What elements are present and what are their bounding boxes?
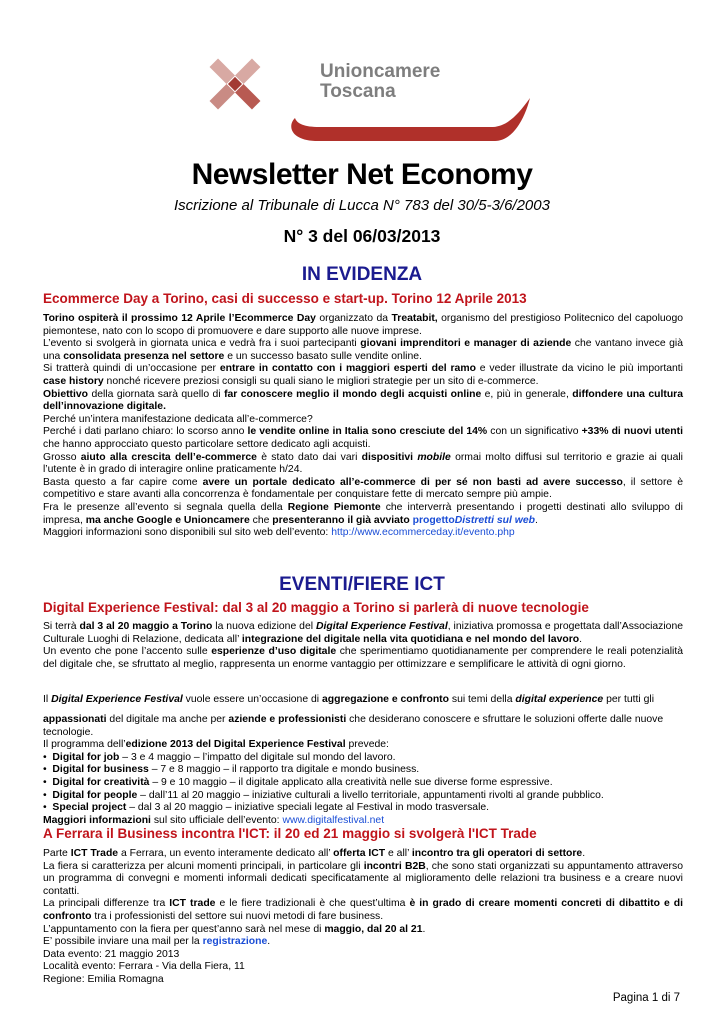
registrazione-link[interactable]: registrazione: [202, 936, 268, 948]
list-item: • Digital for business – 7 e 8 maggio – il rapporto tra digitale e mondo business.: [43, 764, 420, 776]
paragraph: La fiera si caratterizza per alcuni momenti principali, in particolare gli incontri B2B, che sono stati organizzati su appuntamento attraverso un programma di convegni e momenti informali dedicati specificatamente al miglioramento delle relazioni tra business e a creare nuovi contatti.: [43, 860, 683, 897]
article-title-ecommerce-day: Ecommerce Day a Torino, casi di successo e start-up. Torino 12 Aprile 2013: [43, 291, 527, 306]
article-body-digital-festival-intro: [43, 621, 683, 671]
list-item: • Digital for job – 3 e 4 maggio – l’impatto del digitale sul mondo del lavoro.: [43, 751, 396, 763]
paragraph: Maggiori informazioni sono disponibili sul sito web dell’evento: http://www.ecommerceday.it/evento.php: [43, 527, 515, 539]
paragraph: Località evento: Ferrara - Via della Fiera, 11: [43, 961, 245, 973]
digitalfestival-link[interactable]: www.digitalfestival.net: [282, 814, 385, 826]
distretti-link[interactable]: progettoDistretti sul web: [412, 514, 535, 526]
article-title-digital-festival: Digital Experience Festival: dal 3 al 20 maggio a Torino si parlerà di nuove tecnologie: [43, 600, 589, 615]
list-item: • Digital for people – dall’11 al 20 maggio – iniziative culturali a livello territoriale, appuntamenti rivolti al grande pubblico.: [43, 789, 604, 801]
paragraph: Si tratterà quindi di un’occasione per entrare in contatto con i maggiori esperti del ramo e veder illustrate da vicino le più importanti case history nonché ricevere preziosi consigli su quali siano le migliori strategie per un sito di e-commerce.: [43, 363, 683, 387]
paragraph: Data evento: 21 maggio 2013: [43, 948, 180, 960]
newsletter-title: Newsletter Net Economy: [191, 158, 533, 191]
paragraph: Basta questo a far capire come avere un portale dedicato all’e-commerce di per sé non basti ad avere successo, il settore è competitivo e stare avanti alla concorrenza è fondamentale per conquistare fette di mercato sempre più ampie.: [43, 476, 684, 501]
list-item: • Digital for creatività – 9 e 10 maggio – il digitale applicato alla creatività nelle sue diverse forme espressive.: [43, 776, 553, 788]
article-body-digital-festival-p3: [43, 694, 683, 707]
ecommerceday-link[interactable]: http://www.ecommerceday.it/evento.php: [331, 527, 515, 539]
paragraph: appassionati del digitale ma anche per aziende e professionisti che desiderano conoscere e sfruttare le soluzioni offerte dalle nuove tecnologie.: [43, 714, 664, 738]
article-body-ict-trade: [43, 848, 683, 987]
paragraph: L’appuntamento con la fiera per quest’anno sarà nel mese di maggio, dal 20 al 21.: [43, 923, 426, 935]
paragraph: Perché un’intera manifestazione dedicata all’e-commerce?: [43, 413, 313, 425]
article-title-ict-trade: A Ferrara il Business incontra l'ICT: il 20 ed 21 maggio si svolgerà l'ICT Trade: [43, 826, 537, 841]
page-number: Pagina 1 di 7: [612, 992, 680, 1004]
paragraph: Regione: Emilia Romagna: [43, 973, 164, 985]
paragraph: La principali differenze tra ICT trade e le fiere tradizionali è che quest’ultima è in grado di creare momenti concreti di dibattito e di confronto tra i professionisti del settore sui nuovi metodi di fare business.: [43, 898, 683, 922]
logo-line2: Toscana: [320, 81, 396, 102]
paragraph: Obiettivo della giornata sarà quello di far conoscere meglio il mondo degli acquisti online e, più in generale, diffondere una cultura dell’innovazione digitale.: [43, 388, 684, 413]
paragraph: Un evento che pone l’accento sulle esperienze d’uso digitale che sperimentiamo quotidianamente per comprendere le reali potenzialità del digitale che, se sfruttato al meglio, rappresenta un enorme vantaggio per ottimizzare e semplificare le attività di ogni giorno.: [43, 646, 683, 670]
article-body-ecommerce-day: [43, 313, 683, 540]
paragraph: Maggiori informazioni sul sito ufficiale dell’evento: www.digitalfestival.net: [43, 814, 385, 826]
paragraph: Il programma dell’edizione 2013 del Digital Experience Festival prevede:: [43, 739, 389, 751]
list-item: • Special project – dal 3 al 20 maggio – iniziative speciali legate al Festival in modo trasversale.: [43, 802, 490, 814]
logo-swoosh: [291, 98, 530, 141]
logo-text: [320, 62, 440, 102]
paragraph: L’evento si svolgerà in giornata unica e vedrà fra i suoi partecipanti giovani imprenditori e manager di aziende che vantano invece già una consolidata presenza nel settore e un successo basato sulle vendite online.: [43, 338, 684, 362]
paragraph: Torino ospiterà il prossimo 12 Aprile l’Ecommerce Day organizzato da Treatabit, organismo del prestigioso Politecnico del capoluogo piemontese, nato con lo scopo di promuovere e dare supporto alle nuove imprese.: [43, 313, 683, 337]
paragraph: Parte ICT Trade a Ferrara, un evento interamente dedicato all’ offerta ICT e all’ incontro tra gli operatori di settore.: [43, 848, 586, 859]
paragraph: Grosso aiuto alla crescita dell’e-commerce è stato dato dai vari dispositivi mobile ormai molto diffusi sul territorio e grazie ai quali l’utente è in grado di interagire online praticamente h/24.: [43, 451, 683, 476]
logo-line1: Unioncamere: [320, 61, 441, 82]
paragraph: Fra le presenze all’evento si segnala quella della Regione Piemonte che interverrà presentando i progetti destinati allo sviluppo di impresa, ma anche Google e Unioncamere che presenteranno il già avviato progettoDistretti sul web.: [43, 501, 683, 526]
newsletter-subtitle: Iscrizione al Tribunale di Lucca N° 783 del 30/5-3/6/2003: [174, 197, 550, 214]
paragraph: Perché i dati parlano chiaro: lo scorso anno le vendite online in Italia sono cresciute del 14% con un significativo +33% di nuovi utenti che hanno approcciato questo particolare settore dedicato agli acquisti.: [43, 426, 683, 450]
logo-emblem: [210, 59, 261, 110]
paragraph: E’ possibile inviare una mail per la registrazione.: [43, 936, 271, 948]
issue-number: N° 3 del 06/03/2013: [283, 226, 441, 246]
section-heading-eventi-fiere: EVENTI/FIERE ICT: [279, 574, 445, 595]
paragraph: Il Digital Experience Festival vuole essere un’occasione di aggregazione e confronto sui temi della digital experience per tutti gli: [43, 694, 655, 705]
article-body-digital-festival-program: [43, 714, 683, 827]
section-heading-in-evidenza: IN EVIDENZA: [301, 264, 423, 285]
paragraph: Si terrà dal 3 al 20 maggio a Torino la nuova edizione del Digital Experience Festival, iniziativa promossa e progettata dall’Associazione Culturale Luoghi di Relazione, dedicata all’ integrazione del digitale nella vita quotidiana e nel mondo del lavoro.: [43, 621, 684, 645]
